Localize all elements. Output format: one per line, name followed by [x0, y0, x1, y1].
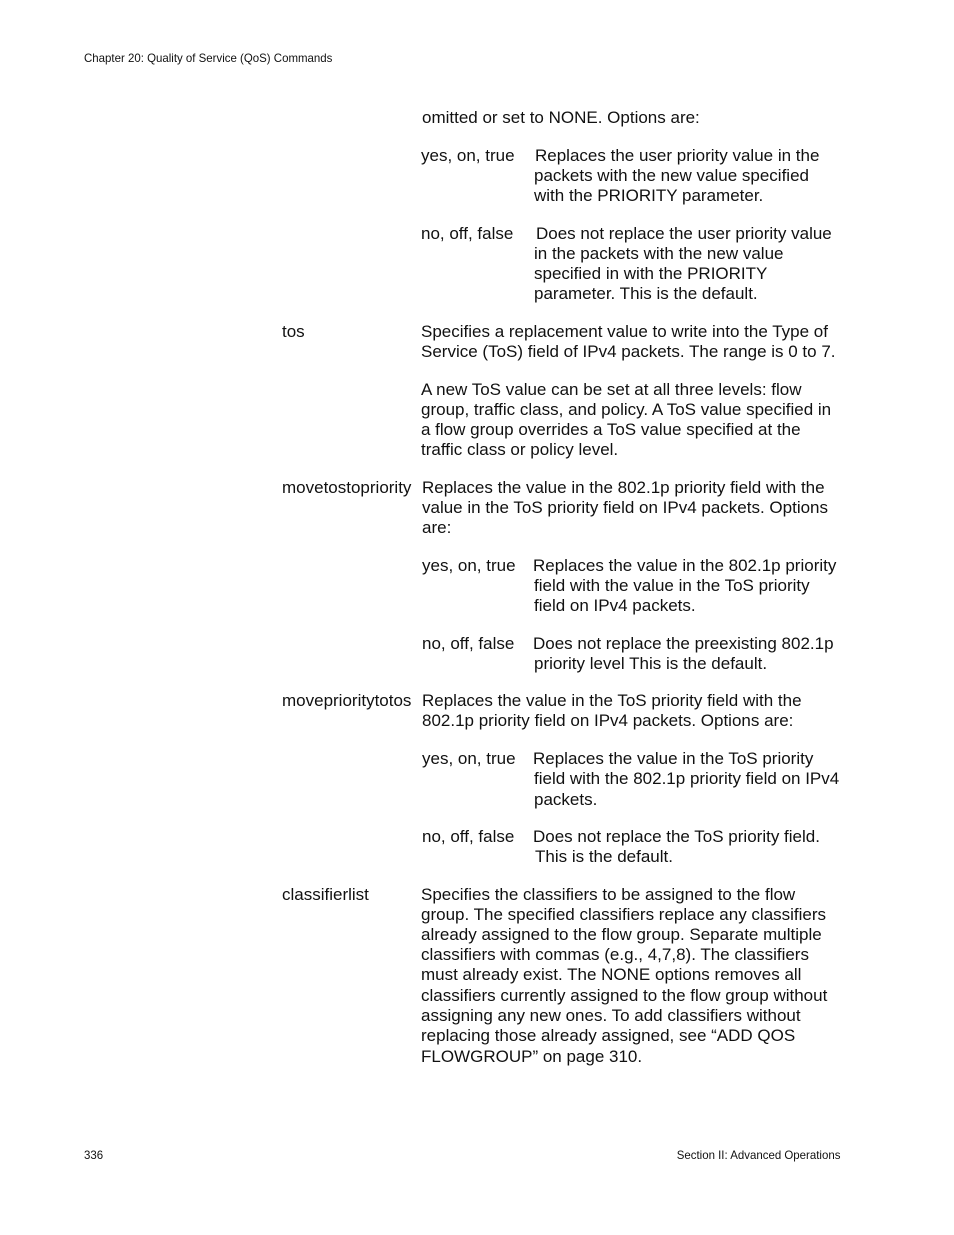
parameter-description-line: Replaces the value in the ToS priority field with the [422, 691, 802, 710]
cross-reference-line: FLOWGROUP” on page 310. [421, 1047, 643, 1066]
parameter-name: moveprioritytotos [282, 691, 412, 710]
option-description-line: parameter. This is the default. [534, 284, 758, 303]
parameter-description-line: group. The specified classifiers replace any classifiers [421, 905, 827, 924]
page-number: 336 [84, 1148, 104, 1162]
option-description-line: Does not replace the preexisting 802.1p [533, 634, 834, 653]
parameter-description-line: traffic class or policy level. [421, 440, 619, 459]
option-value: no, off, false [422, 634, 515, 653]
option-description-line: in the packets with the new value [534, 244, 784, 263]
parameter-description-line: a flow group overrides a ToS value specified at the [421, 420, 801, 439]
continuation-intro: omitted or set to NONE. Options are: [422, 108, 700, 127]
option-value: yes, on, true [422, 749, 516, 768]
parameter-description-line: Service (ToS) field of IPv4 packets. The range is 0 to 7. [421, 342, 836, 361]
option-value: yes, on, true [421, 146, 515, 165]
parameter-description-line: classifiers currently assigned to the flow group without [421, 986, 828, 1005]
option-description-line: field with the value in the ToS priority [534, 576, 810, 595]
option-description-line: Replaces the user priority value in the [535, 146, 820, 165]
parameter-description-line: value in the ToS priority field on IPv4 packets. Options [422, 498, 829, 517]
parameter-description-line: already assigned to the flow group. Separate multiple [421, 925, 822, 944]
option-value: no, off, false [421, 224, 514, 243]
parameter-description-line: A new ToS value can be set at all three levels: flow [421, 380, 802, 399]
option-description-line: field with the 802.1p priority field on IPv4 [534, 769, 840, 788]
option-description-line: Does not replace the ToS priority field. [533, 827, 820, 846]
option-description-line: specified in with the PRIORITY [534, 264, 768, 283]
parameter-description-line: Replaces the value in the 802.1p priority field with the [422, 478, 825, 497]
parameter-description-line: 802.1p priority field on IPv4 packets. Options are: [422, 711, 794, 730]
parameter-description-line: must already exist. The NONE options removes all [421, 965, 802, 984]
option-description-line: Does not replace the user priority value [536, 224, 832, 243]
option-description-line: packets. [534, 790, 598, 809]
option-description-line: This is the default. [535, 847, 673, 866]
parameter-description-line: classifiers with commas (e.g., 4,7,8). The classifiers [421, 945, 809, 964]
option-description-line: Replaces the value in the ToS priority [533, 749, 814, 768]
option-description-line: with the PRIORITY parameter. [534, 186, 764, 205]
option-description-line: packets with the new value specified [534, 166, 809, 185]
option-description-line: Replaces the value in the 802.1p priority [533, 556, 837, 575]
parameter-description-line: Specifies the classifiers to be assigned to the flow [421, 885, 796, 904]
parameter-name: classifierlist [282, 885, 369, 904]
parameter-description-line: assigning any new ones. To add classifiers without [421, 1006, 801, 1025]
parameter-name: movetostopriority [282, 478, 412, 497]
parameter-name: tos [282, 322, 305, 341]
option-description-line: priority level This is the default. [534, 654, 768, 673]
cross-reference-line: replacing those already assigned, see “ADD QOS [421, 1026, 796, 1045]
option-value: no, off, false [422, 827, 515, 846]
chapter-header: Chapter 20: Quality of Service (QoS) Commands [84, 51, 333, 65]
section-footer: Section II: Advanced Operations [676, 1148, 840, 1162]
parameter-description-line: are: [422, 518, 452, 537]
option-value: yes, on, true [422, 556, 516, 575]
parameter-description-line: Specifies a replacement value to write into the Type of [421, 322, 828, 341]
parameter-description-line: group, traffic class, and policy. A ToS value specified in [421, 400, 832, 419]
option-description-line: field on IPv4 packets. [534, 596, 696, 615]
